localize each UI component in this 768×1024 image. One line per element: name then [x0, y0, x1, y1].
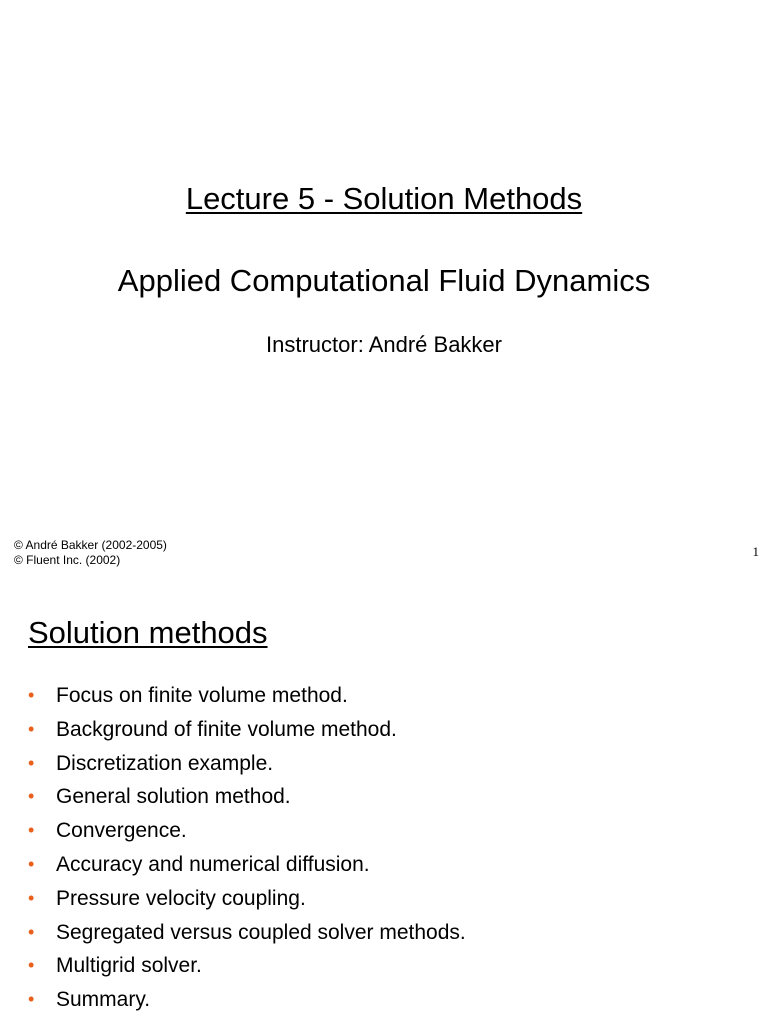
bullet-text: Background of finite volume method. — [56, 717, 397, 741]
bullet-item — [28, 949, 466, 983]
bullet-list — [28, 679, 466, 1017]
course-title: Applied Computational Fluid Dynamics — [117, 263, 651, 298]
bullet-item — [28, 780, 466, 814]
bullet-item — [28, 916, 466, 950]
bullet-text: Pressure velocity coupling. — [56, 886, 306, 910]
bullet-icon: • — [28, 989, 35, 1010]
bullet-icon: • — [28, 887, 35, 908]
bullet-text: General solution method. — [56, 785, 291, 809]
bullet-text: Multigrid solver. — [56, 954, 202, 978]
bullet-text: Discretization example. — [56, 751, 274, 775]
bullet-icon: • — [28, 718, 35, 739]
bullet-item — [28, 679, 466, 713]
bullet-icon: • — [28, 921, 35, 942]
lecture-title: Lecture 5 - Solution Methods — [185, 181, 583, 216]
instructor-name: Instructor: André Bakker — [266, 332, 502, 357]
bullet-item — [28, 983, 466, 1017]
copyright-line: © Fluent Inc. (2002) — [14, 553, 121, 567]
bullet-icon: • — [28, 853, 35, 874]
page-number: 1 — [752, 544, 759, 559]
bullet-icon: • — [28, 820, 35, 841]
bullet-text: Convergence. — [56, 819, 187, 843]
bullet-item — [28, 814, 466, 848]
copyright-line: © André Bakker (2002-2005) — [14, 538, 167, 552]
bullet-item — [28, 713, 466, 747]
bullet-text: Summary. — [56, 988, 151, 1012]
bullet-text: Segregated versus coupled solver methods. — [56, 920, 466, 944]
bullet-text: Accuracy and numerical diffusion. — [56, 852, 370, 876]
bullet-text: Focus on finite volume method. — [56, 684, 348, 707]
bullet-icon: • — [28, 786, 35, 807]
bullet-icon: • — [28, 752, 35, 773]
bullet-item — [28, 882, 466, 916]
bullet-icon: • — [28, 955, 35, 976]
bullet-icon: • — [28, 685, 35, 705]
bullet-item — [28, 848, 466, 882]
copyright-notice — [14, 538, 167, 568]
bullet-item — [28, 747, 466, 781]
slide-title: Solution methods — [28, 615, 268, 650]
outline-slide — [0, 580, 768, 1024]
